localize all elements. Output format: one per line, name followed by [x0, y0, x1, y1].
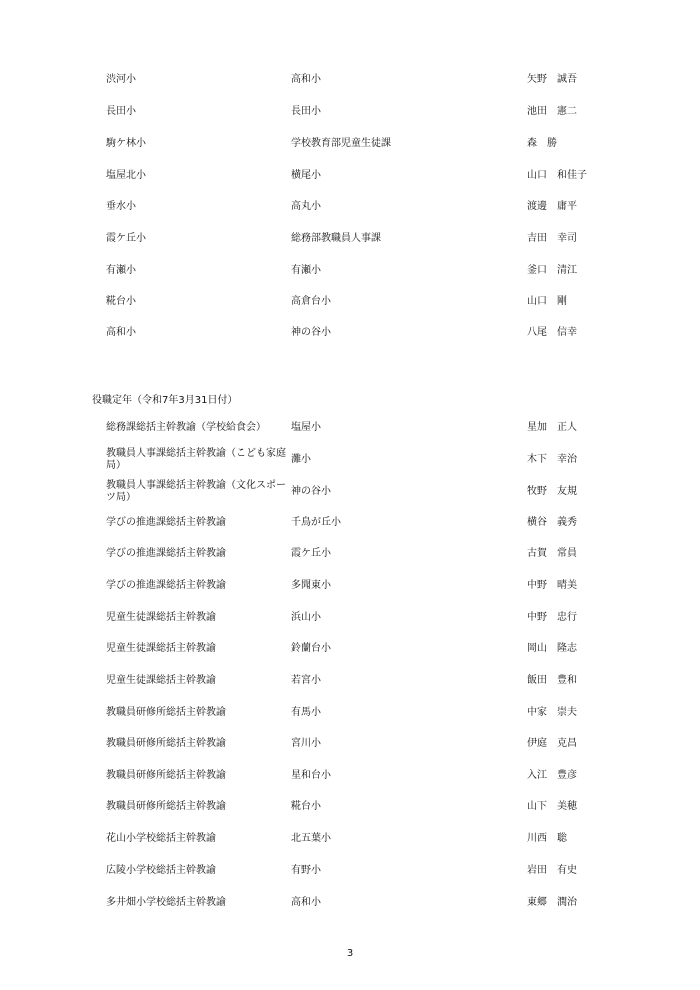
new-post: 有馬小 — [291, 707, 321, 718]
person-name: 山口 剛 — [527, 296, 567, 307]
new-post: 星和台小 — [291, 770, 331, 781]
table-row — [0, 517, 700, 537]
table-row — [0, 833, 700, 853]
previous-post: 霞ケ丘小 — [106, 233, 146, 244]
new-post: 千鳥が丘小 — [291, 517, 341, 528]
person-name: 矢野 誠吾 — [527, 74, 577, 85]
person-name: 岡山 隆志 — [527, 643, 577, 654]
new-post: 鈴蘭台小 — [291, 643, 331, 654]
previous-post: 高和小 — [106, 327, 136, 338]
person-name: 中野 晴美 — [527, 580, 577, 591]
person-name: 吉田 幸司 — [527, 233, 577, 244]
person-name: 岩田 有史 — [527, 865, 577, 876]
new-post: 高和小 — [291, 897, 321, 908]
person-name: 飯田 豊和 — [527, 675, 577, 686]
previous-post: 教職員研修所総括主幹教諭 — [106, 738, 226, 749]
previous-post: 糀台小 — [106, 296, 136, 307]
person-name: 東郷 潤治 — [527, 897, 577, 908]
person-name: 木下 幸治 — [527, 454, 577, 465]
new-post: 宮川小 — [291, 738, 321, 749]
new-post: 高丸小 — [291, 201, 321, 212]
person-name: 釜口 清江 — [527, 265, 577, 276]
table-row — [0, 675, 700, 695]
previous-post: 総務課総括主幹教諭（学校給食会） — [106, 422, 266, 433]
table-row — [0, 548, 700, 568]
table-row — [0, 612, 700, 632]
new-post: 霞ケ丘小 — [291, 548, 331, 559]
new-post: 高和小 — [291, 74, 321, 85]
table-row — [0, 801, 700, 821]
person-name: 渡邊 庸平 — [527, 201, 577, 212]
person-name: 中野 忠行 — [527, 612, 577, 623]
table-row — [0, 865, 700, 885]
previous-post: 教職員研修所総括主幹教諭 — [106, 707, 226, 718]
table-row — [0, 422, 700, 442]
page-number: 3 — [346, 948, 354, 959]
table-row — [0, 770, 700, 790]
new-post: 糀台小 — [291, 801, 321, 812]
person-name: 中家 崇夫 — [527, 707, 577, 718]
person-name: 古賀 常員 — [527, 548, 577, 559]
previous-post: 塩屋北小 — [106, 170, 146, 181]
person-name: 星加 正人 — [527, 422, 577, 433]
table-row — [0, 296, 700, 316]
table-row — [0, 233, 700, 253]
table-row — [0, 106, 700, 126]
previous-post: 有瀬小 — [106, 265, 136, 276]
table-row — [0, 327, 700, 347]
person-name: 伊庭 克昌 — [527, 738, 577, 749]
new-post: 学校教育部児童生徒課 — [291, 138, 391, 149]
person-name: 山口 和佳子 — [527, 170, 587, 181]
table-row — [0, 138, 700, 158]
table-row — [0, 265, 700, 285]
new-post: 灘小 — [291, 454, 311, 465]
new-post: 有野小 — [291, 865, 321, 876]
new-post: 神の谷小 — [291, 486, 331, 497]
person-name: 牧野 友規 — [527, 486, 577, 497]
table-row — [0, 480, 700, 503]
previous-post: 児童生徒課総括主幹教諭 — [106, 643, 216, 654]
previous-post: 広陵小学校総括主幹教諭 — [106, 865, 216, 876]
new-post: 総務部教職員人事課 — [291, 233, 381, 244]
previous-post: 多井畑小学校総括主幹教諭 — [106, 897, 226, 908]
previous-post: 児童生徒課総括主幹教諭 — [106, 612, 216, 623]
new-post: 高倉台小 — [291, 296, 331, 307]
previous-post: 教職員人事課総括主幹教諭（文化スポーツ局） — [106, 480, 286, 503]
previous-post: 児童生徒課総括主幹教諭 — [106, 675, 216, 686]
previous-post: 教職員人事課総括主幹教諭（こども家庭局） — [106, 448, 286, 471]
previous-post: 駒ケ林小 — [106, 138, 146, 149]
previous-post: 垂水小 — [106, 201, 136, 212]
person-name: 池田 憲二 — [527, 106, 577, 117]
new-post: 若宮小 — [291, 675, 321, 686]
section-heading: 役職定年（令和7年3月31日付） — [92, 395, 238, 406]
table-row — [0, 448, 700, 471]
person-name: 山下 美穂 — [527, 801, 577, 812]
person-name: 横谷 義秀 — [527, 517, 577, 528]
new-post: 有瀬小 — [291, 265, 321, 276]
previous-post: 学びの推進課総括主幹教諭 — [106, 580, 226, 591]
previous-post: 長田小 — [106, 106, 136, 117]
previous-post: 教職員研修所総括主幹教諭 — [106, 770, 226, 781]
previous-post: 学びの推進課総括主幹教諭 — [106, 548, 226, 559]
previous-post: 渋河小 — [106, 74, 136, 85]
new-post: 横尾小 — [291, 170, 321, 181]
new-post: 神の谷小 — [291, 327, 331, 338]
table-row — [0, 707, 700, 727]
table-row — [0, 170, 700, 190]
new-post: 北五葉小 — [291, 833, 331, 844]
person-name: 八尾 信幸 — [527, 327, 577, 338]
person-name: 入江 豊彦 — [527, 770, 577, 781]
previous-post: 教職員研修所総括主幹教諭 — [106, 801, 226, 812]
new-post: 浜山小 — [291, 612, 321, 623]
new-post: 塩屋小 — [291, 422, 321, 433]
new-post: 多聞東小 — [291, 580, 331, 591]
person-name: 川西 聡 — [527, 833, 567, 844]
table-row — [0, 580, 700, 600]
table-row — [0, 738, 700, 758]
table-row — [0, 201, 700, 221]
table-row — [0, 897, 700, 917]
person-name: 森 勝 — [527, 138, 557, 149]
previous-post: 花山小学校総括主幹教諭 — [106, 833, 216, 844]
previous-post: 学びの推進課総括主幹教諭 — [106, 517, 226, 528]
new-post: 長田小 — [291, 106, 321, 117]
table-row — [0, 643, 700, 663]
table-row — [0, 74, 700, 94]
